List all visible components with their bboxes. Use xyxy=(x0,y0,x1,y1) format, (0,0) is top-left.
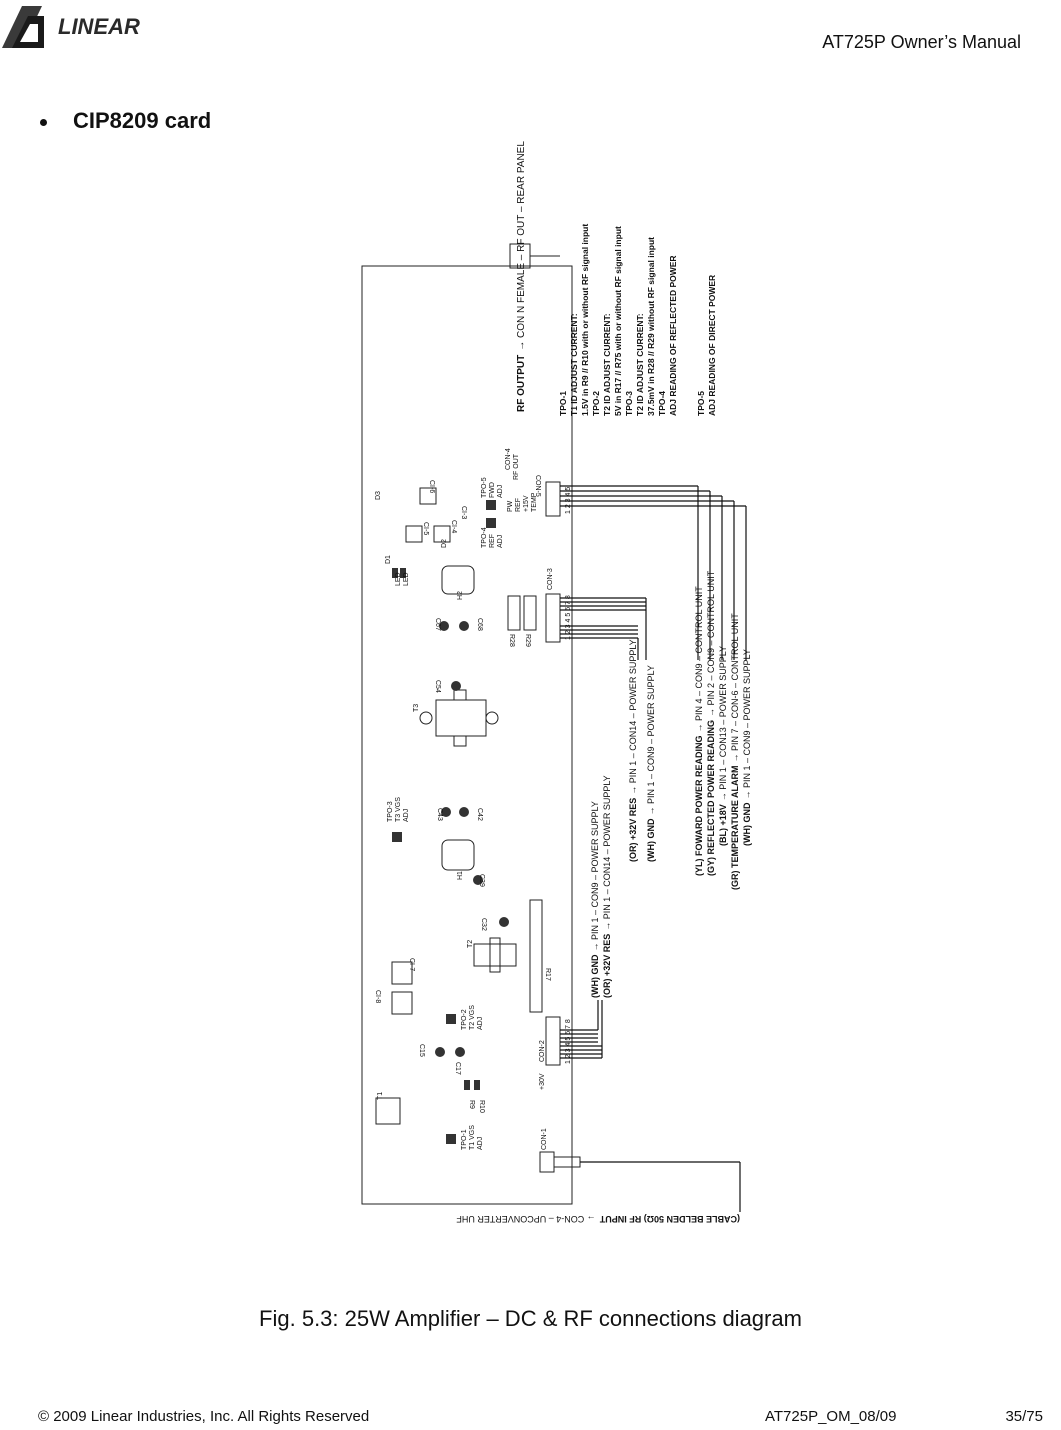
ci8-chip xyxy=(392,992,412,1014)
ci7-label: CI-7 xyxy=(408,958,415,972)
tpo4-label: TPO-4 xyxy=(481,527,488,548)
tpo4-sub: REF xyxy=(489,534,496,548)
t3-transistor xyxy=(436,700,486,736)
tpo5-label: TPO-5 xyxy=(481,477,488,498)
con5-wire-2: (GY) REFLECTED POWER READING→ PIN 2 – CON9 – CONTROL UNIT xyxy=(706,570,716,876)
r10-label: R10 xyxy=(478,1100,485,1113)
con5-label: CON-5 xyxy=(534,475,541,497)
tpo4-adj: ADJ xyxy=(497,534,504,548)
r17-resistor xyxy=(530,900,542,1012)
t2-label: T2 xyxy=(467,939,474,948)
t1-label: T1 xyxy=(377,1091,384,1100)
adjust-notes xyxy=(558,224,717,416)
footer-copyright: © 2009 Linear Industries, Inc. All Rights Reserved xyxy=(38,1408,370,1425)
t1-transformer xyxy=(376,1098,400,1124)
svg-text:5V in R17 // R75 with or witho: 5V in R17 // R75 with or without RF signal input xyxy=(613,226,623,416)
tpo2-adj: ADJ xyxy=(477,1016,484,1030)
c67-label: C67 xyxy=(434,618,441,631)
svg-text:TPO-3: TPO-3 xyxy=(624,390,634,416)
tpo1-label: TPO-1 xyxy=(461,1129,468,1150)
con2-pins: 1 2 3 4 5 6 7 8 xyxy=(565,1019,572,1064)
con5-wire-4: (GR) TEMPERATURE ALARM→ PIN 7 – CON-6 – CONTROL UNIT xyxy=(730,613,740,890)
rf-output-rest: → CON N FEMALE – RF OUT – REAR PANEL xyxy=(516,141,527,351)
rf-output-note xyxy=(516,141,527,412)
con2-v-label: +30V xyxy=(539,1073,546,1090)
r29-label: R29 xyxy=(524,634,531,647)
svg-text:ADJ READING OF DIRECT POWER: ADJ READING OF DIRECT POWER xyxy=(707,274,717,416)
r29-resistor xyxy=(524,596,536,630)
svg-text:TPO-4: TPO-4 xyxy=(657,390,667,416)
ci5-chip xyxy=(406,526,422,542)
con2-label: CON-2 xyxy=(539,1040,546,1062)
con5-pw-label: PW xyxy=(507,500,514,512)
svg-text:37.5mV in R28 // R29 without R: 37.5mV in R28 // R29 without RF signal input xyxy=(646,237,656,416)
led1-label: LED xyxy=(395,572,402,586)
svg-text:1.5V in R9 // R10 with or with: 1.5V in R9 // R10 with or without RF signal input xyxy=(580,223,590,416)
section-heading-text: CIP8209 card xyxy=(73,108,212,133)
rf-input-bold: (CABLE BELDEN 50Ω) RF INPUT xyxy=(599,1214,740,1224)
con3-pins: 1 2 3 4 5 6 7 8 xyxy=(565,595,572,640)
con5-temp-label: TEMP xyxy=(531,492,538,512)
pcb-outline xyxy=(362,266,572,1204)
c15-label: C15 xyxy=(418,1044,425,1057)
c32-label: C32 xyxy=(480,918,487,931)
t3-label: T3 xyxy=(413,703,420,712)
figure-caption: Fig. 5.3: 25W Amplifier – DC & RF connections diagram xyxy=(259,1306,802,1331)
tpo5-adj: ADJ xyxy=(497,484,504,498)
con1-label: CON-1 xyxy=(541,1128,548,1150)
tpo3-adj: ADJ xyxy=(403,808,410,822)
con3-wire-2: (WH) GND→ PIN 1 – CON9 – POWER SUPPLY xyxy=(646,665,656,862)
rf-input-note xyxy=(456,1214,740,1224)
r28-resistor xyxy=(508,596,520,630)
ci6-label: CI-6 xyxy=(428,480,435,494)
c68-label: C68 xyxy=(476,618,483,631)
led2-label: LED xyxy=(403,572,410,586)
ci5-label: CI-5 xyxy=(422,522,429,536)
c17-label: C17 xyxy=(454,1062,461,1075)
tpo3-label: TPO-3 xyxy=(387,801,394,822)
r17-label: R17 xyxy=(544,968,551,981)
tpo2-sub: T2 VGS xyxy=(469,1005,476,1030)
svg-text:TPO-5: TPO-5 xyxy=(696,390,706,416)
con5-connector xyxy=(546,482,560,516)
footer-page-number: 35/75 xyxy=(1005,1408,1043,1425)
rf-out-label: RF OUT xyxy=(513,453,520,480)
con2-wire-2: (OR) +32V RES→ PIN 1 – CON14 – POWER SUPPLY xyxy=(602,775,612,998)
tpo2-label: TPO-2 xyxy=(461,1009,468,1030)
tpo1-adj: ADJ xyxy=(477,1136,484,1150)
con4-label: CON-4 xyxy=(505,448,512,470)
con2-wire-1: (WH) GND→ PIN 1 – CON9 – POWER SUPPLY xyxy=(590,801,600,998)
d1-label: D1 xyxy=(385,555,392,564)
ci4-label: CI-4 xyxy=(450,520,457,534)
con5-wire-5: (WH) GND→ PIN 1 – CON9 – POWER SUPPLY xyxy=(742,649,752,846)
tpo1-sub: T1 VGS xyxy=(469,1125,476,1150)
rf-output-bold: RF OUTPUT xyxy=(516,354,527,412)
c39-label: C39 xyxy=(478,874,485,887)
manual-title: AT725P Owner’s Manual xyxy=(822,32,1021,52)
svg-text:T2 ID ADJUST CURRENT:: T2 ID ADJUST CURRENT: xyxy=(602,313,612,416)
tpo5-sub: FWD xyxy=(489,482,496,498)
d3-label: D3 xyxy=(375,491,382,500)
svg-text:T2 ID ADJUST CURRENT:: T2 ID ADJUST CURRENT: xyxy=(635,313,645,416)
h2-label: H2 xyxy=(457,591,464,600)
con2-connector xyxy=(546,1017,560,1065)
con5-wire-1: (YL) FOWARD POWER READING→ PIN 4 – CON9 – CONTROL UNIT xyxy=(694,586,704,876)
h2-heatsink xyxy=(442,566,474,594)
footer-doc-id: AT725P_OM_08/09 xyxy=(765,1408,897,1425)
con5-15v-label: +15V xyxy=(523,495,530,512)
svg-text:ADJ READING OF REFLECTED POWER: ADJ READING OF REFLECTED POWER xyxy=(668,255,678,416)
con5-pins: 1 2 3 4 5 xyxy=(565,486,572,514)
con3-connector xyxy=(546,594,560,642)
svg-text:TPO-2: TPO-2 xyxy=(591,390,601,416)
r9-label: R9 xyxy=(468,1100,475,1109)
con3-label: CON-3 xyxy=(547,568,554,590)
svg-text:T1 ID ADJUST CURRENT:: T1 ID ADJUST CURRENT: xyxy=(569,313,579,416)
rf-in-connector xyxy=(540,1152,554,1172)
r28-label: R28 xyxy=(508,634,515,647)
ci8-label: CI-8 xyxy=(374,990,381,1004)
ci3-label: CI-3 xyxy=(460,506,467,520)
con5-ref-label: REF xyxy=(515,498,522,512)
h1-label: H1 xyxy=(457,871,464,880)
rf-input-rest: → CON-4 – UPCONVERTER UHF xyxy=(456,1214,596,1224)
logo-text: LINEAR xyxy=(58,14,140,39)
con5-wire-3: (BL) +18V→ PIN 1 – CON13 – POWER SUPPLY xyxy=(718,645,728,846)
d2-label: D2 xyxy=(441,539,448,548)
h1-heatsink xyxy=(442,840,474,870)
t2-transistor xyxy=(474,944,516,966)
tpo3-sub: T3 VGS xyxy=(395,797,402,822)
con3-wire-1: (OR) +32V RES→ PIN 1 – CON14 – POWER SUPPLY xyxy=(628,639,638,862)
svg-text:TPO-1: TPO-1 xyxy=(558,390,568,416)
c54-label: C54 xyxy=(434,680,441,693)
c42-label: C42 xyxy=(476,808,483,821)
c43-label: C43 xyxy=(436,808,443,821)
